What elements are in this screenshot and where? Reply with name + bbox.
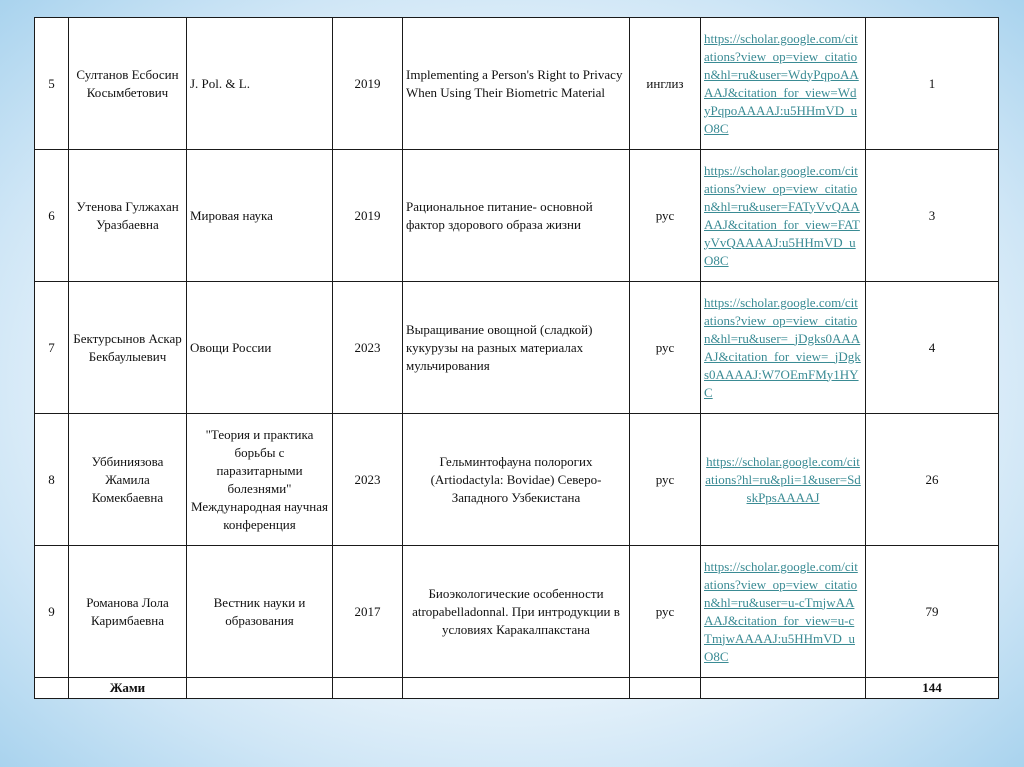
row-number: 5	[35, 18, 69, 150]
citation-count: 3	[866, 150, 999, 282]
scholar-link[interactable]: https://scholar.google.com/citations?view_op=view_citation&hl=ru&user=WdyPqpoAAAAJ&citation_for_view=WdyPqpoAAAAJ:u5HHmVD_uO8C	[704, 30, 859, 136]
row-number: 8	[35, 414, 69, 546]
article-language: рус	[630, 150, 701, 282]
publication-year: 2019	[333, 150, 403, 282]
scholar-link[interactable]: https://scholar.google.com/citations?view_op=view_citation&hl=ru&user=FATyVvQAAAAJ&citation_for_view=FATyVvQAAAAJ:u5HHmVD_uO8C	[704, 162, 860, 268]
scholar-link-cell	[701, 18, 866, 150]
journal-name: Овощи России	[187, 282, 333, 414]
row-number: 7	[35, 282, 69, 414]
publications-table	[34, 17, 999, 699]
citation-count: 4	[866, 282, 999, 414]
scholar-link-cell	[701, 414, 866, 546]
journal-name: J. Pol. & L.	[187, 18, 333, 150]
citation-count: 26	[866, 414, 999, 546]
scholar-link[interactable]: https://scholar.google.com/citations?hl=ru&pli=1&user=SdskPpsAAAAJ	[705, 453, 861, 505]
journal-name: Вестник науки и образования	[187, 546, 333, 678]
total-empty-cell	[187, 678, 333, 699]
total-empty-cell	[35, 678, 69, 699]
total-empty-cell	[333, 678, 403, 699]
article-title: Гельминтофауна полорогих (Artiodactyla: Bovidae) Северо-Западного Узбекистана	[403, 414, 630, 546]
journal-name: Мировая наука	[187, 150, 333, 282]
scholar-link-cell	[701, 546, 866, 678]
table-row	[35, 546, 999, 678]
article-title: Биоэкологические особенности atropabelladonnal. При интродукции в условиях Каракалпакстана	[403, 546, 630, 678]
citation-count: 1	[866, 18, 999, 150]
author-name: Бектурсынов Аскар Бекбаулыевич	[69, 282, 187, 414]
article-language: рус	[630, 282, 701, 414]
table-row	[35, 414, 999, 546]
scholar-link-cell	[701, 282, 866, 414]
total-label: Жами	[69, 678, 187, 699]
publication-year: 2023	[333, 414, 403, 546]
total-citations: 144	[866, 678, 999, 699]
author-name: Султанов Есбосин Косымбетович	[69, 18, 187, 150]
total-empty-cell	[701, 678, 866, 699]
scholar-link-cell	[701, 150, 866, 282]
article-title: Implementing a Person's Right to Privacy When Using Their Biometric Material	[403, 18, 630, 150]
author-name: Романова Лола Каримбаевна	[69, 546, 187, 678]
total-empty-cell	[630, 678, 701, 699]
publication-year: 2019	[333, 18, 403, 150]
row-number: 9	[35, 546, 69, 678]
scholar-link[interactable]: https://scholar.google.com/citations?view_op=view_citation&hl=ru&user=_jDgks0AAAAJ&citation_for_view=_jDgks0AAAAJ:W7OEmFMy1HYC	[704, 294, 861, 400]
author-name: Утенова Гулжахан Уразбаевна	[69, 150, 187, 282]
article-title: Рациональное питание- основной фактор здорового образа жизни	[403, 150, 630, 282]
table-body	[35, 18, 999, 699]
table-row	[35, 282, 999, 414]
article-language: рус	[630, 414, 701, 546]
total-empty-cell	[403, 678, 630, 699]
table-row	[35, 18, 999, 150]
article-language: инглиз	[630, 18, 701, 150]
table-row	[35, 150, 999, 282]
author-name: Уббиниязова Жамила Комекбаевна	[69, 414, 187, 546]
article-language: рус	[630, 546, 701, 678]
publication-year: 2017	[333, 546, 403, 678]
scholar-link[interactable]: https://scholar.google.com/citations?view_op=view_citation&hl=ru&user=u-cTmjwAAAAJ&citation_for_view=u-cTmjwAAAAJ:u5HHmVD_uO8C	[704, 558, 858, 664]
citation-count: 79	[866, 546, 999, 678]
journal-name: "Теория и практика борьбы с паразитарными болезнями" Международная научная конференция	[187, 414, 333, 546]
article-title: Выращивание овощной (сладкой) кукурузы на разных материалах мульчирования	[403, 282, 630, 414]
publication-year: 2023	[333, 282, 403, 414]
total-row	[35, 678, 999, 699]
row-number: 6	[35, 150, 69, 282]
